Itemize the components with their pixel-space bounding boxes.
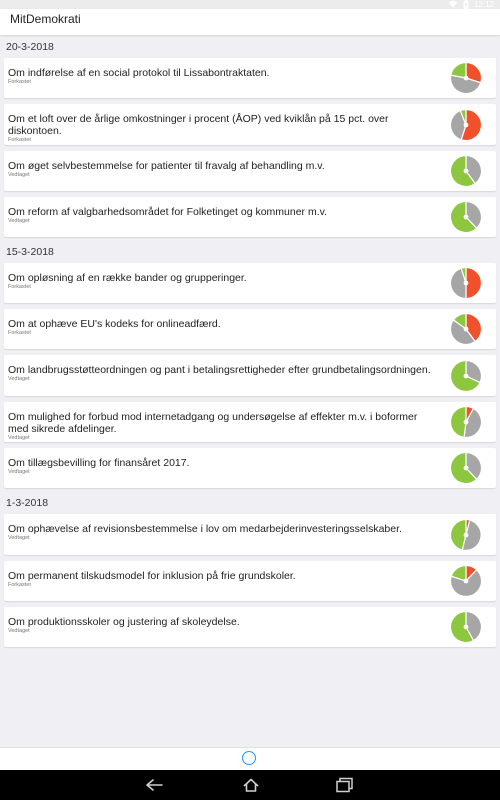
pie-center-dot (464, 215, 469, 220)
section-date-header: 1-3-2018 (6, 497, 49, 509)
vote-item[interactable] (4, 607, 496, 647)
vote-item[interactable] (4, 448, 496, 488)
vote-status: Vedtaget (8, 376, 30, 382)
vote-title: Om ophævelse af revisionsbestemmelse i lov om medarbejderinvesteringsselskaber. (8, 523, 402, 535)
system-nav-bar (0, 770, 500, 800)
vote-result-pie (450, 155, 482, 187)
pie-center-dot (464, 532, 469, 537)
vote-status: Forkastet (8, 137, 31, 143)
vote-status: Vedtaget (8, 628, 30, 634)
recent-apps-icon[interactable] (334, 777, 356, 793)
bottom-bar (0, 747, 500, 771)
status-icons (448, 0, 494, 9)
section-date-header: 20-3-2018 (6, 41, 54, 53)
pie-center-dot (464, 169, 469, 174)
pie-center-dot (464, 625, 469, 630)
back-icon[interactable] (143, 777, 165, 793)
vote-status: Forkastet (8, 79, 31, 85)
vote-title: Om mulighed for forbud mod internetadgang og undersøgelse af effekter m.v. i boformer med sikrede afdelinger. (8, 411, 418, 435)
vote-status: Vedtaget (8, 469, 30, 475)
vote-result-pie (450, 313, 482, 345)
vote-item[interactable] (4, 355, 496, 396)
vote-item[interactable] (4, 309, 496, 349)
vote-status: Forkastet (8, 284, 31, 290)
vote-title: Om tillægsbevilling for finansåret 2017. (8, 457, 190, 469)
vote-title: Om produktionsskoler og justering af skoleydelse. (8, 616, 240, 628)
app-bar (0, 9, 500, 35)
vote-result-pie (450, 109, 482, 141)
pie-center-dot (464, 281, 469, 286)
vote-title: Om indførelse af en social protokol til Lissabontraktaten. (8, 67, 270, 79)
status-time: 12:12 (473, 0, 494, 9)
vote-item[interactable] (4, 104, 496, 145)
vote-title: Om at ophæve EU's kodeks for onlineadfærd. (8, 318, 221, 330)
vote-result-pie (450, 201, 482, 233)
vote-item[interactable] (4, 263, 496, 303)
vote-status: Vedtaget (8, 535, 30, 541)
section-date-header: 15-3-2018 (6, 246, 54, 258)
vote-result-pie (450, 406, 482, 438)
vote-status: Forkastet (8, 582, 31, 588)
vote-title: Om et loft over de årlige omkostninger i procent (ÅOP) ved kviklån på 15 pct. over diskontoen. (8, 113, 389, 137)
pie-center-dot (464, 76, 469, 81)
pie-center-dot (464, 466, 469, 471)
battery-icon (463, 0, 469, 9)
pie-center-dot (464, 373, 469, 378)
loading-spinner-icon (242, 751, 256, 765)
vote-result-pie (450, 267, 482, 299)
pie-center-dot (464, 579, 469, 584)
vote-title: Om øget selvbestemmelse for patienter til fravalg af behandling m.v. (8, 160, 325, 172)
vote-title: Om permanent tilskudsmodel for inklusion på frie grundskoler. (8, 570, 296, 582)
vote-list[interactable] (0, 35, 500, 747)
vote-item[interactable] (4, 151, 496, 191)
vote-title: Om opløsning af en række bander og grupperinger. (8, 272, 247, 284)
pie-center-dot (464, 122, 469, 127)
vote-item[interactable] (4, 197, 496, 237)
pie-center-dot (464, 420, 469, 425)
vote-item[interactable] (4, 561, 496, 601)
vote-title: Om landbrugsstøtteordningen og pant i betalingsrettigheder efter grundbetalingsordningen. (8, 364, 431, 376)
vote-item[interactable] (4, 402, 496, 442)
vote-result-pie (450, 360, 482, 392)
vote-item[interactable] (4, 514, 496, 555)
pie-slice-for (451, 63, 466, 79)
pie-center-dot (464, 327, 469, 332)
wifi-icon (448, 0, 458, 8)
vote-result-pie (450, 565, 482, 597)
vote-status: Forkastet (8, 330, 31, 336)
vote-result-pie (450, 611, 482, 643)
vote-result-pie (450, 452, 482, 484)
app-title: MitDemokrati (10, 12, 81, 26)
vote-title: Om reform af valgbarhedsområdet for Folketinget og kommuner m.v. (8, 206, 328, 218)
status-bar (0, 0, 500, 9)
vote-result-pie (450, 519, 482, 551)
home-icon[interactable] (240, 777, 262, 793)
vote-status: Vedtaget (8, 218, 30, 224)
vote-status: Vedtaget (8, 172, 30, 178)
vote-result-pie (450, 62, 482, 94)
vote-item[interactable] (4, 58, 496, 98)
vote-status: Vedtaget (8, 435, 30, 441)
